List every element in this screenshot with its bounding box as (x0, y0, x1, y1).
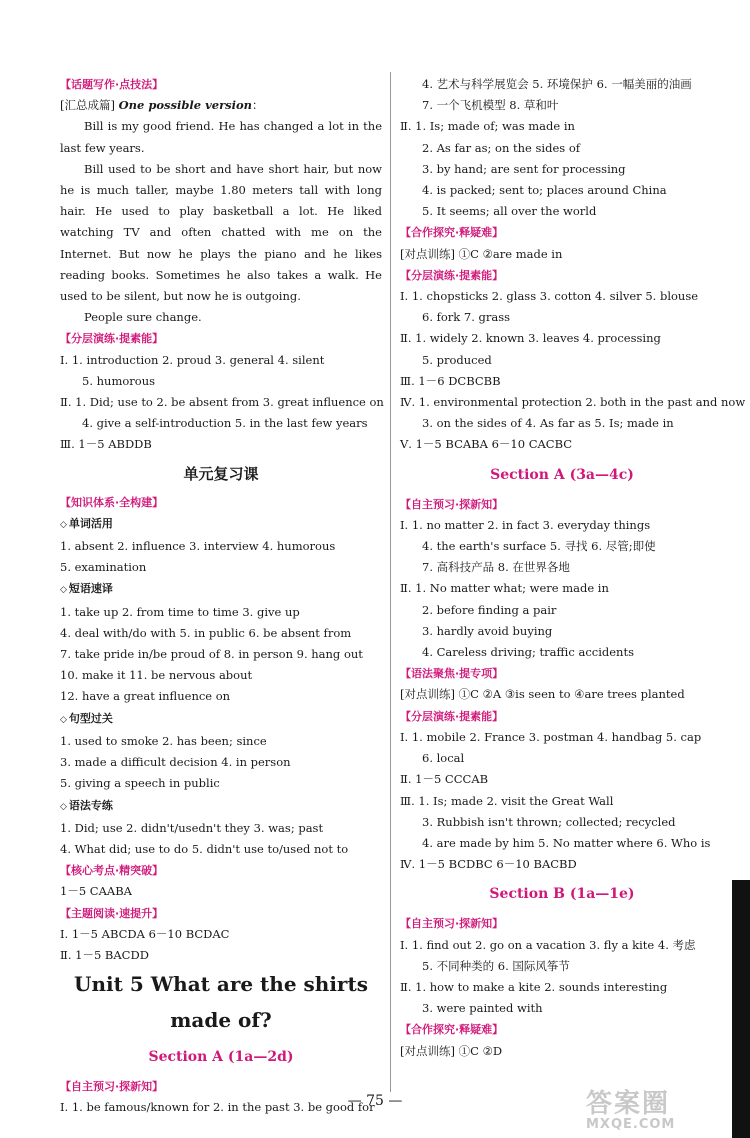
answer-line: 4. deal with/do with 5. in public 6. be absent from (60, 625, 352, 640)
subheading-label: 单词活用 (68, 516, 113, 530)
section-heading: Section A (3a—4c) (490, 466, 634, 483)
subheading (60, 795, 382, 818)
answer-line: 3. hardly avoid buying (422, 623, 553, 638)
essay-header-text: [汇总成篇] (60, 98, 119, 113)
essay-header-text: ： (252, 98, 264, 113)
answer-line: 1. Did; use 2. didn't/usedn't they 3. was; past (60, 820, 324, 835)
chapter-title: 单元复习课 (183, 464, 259, 483)
section-tag: 【知识体系·全构建】 (60, 495, 164, 509)
unit-title: Unit 5 What are the shirts (74, 972, 368, 997)
page-number: — 75 — (347, 1093, 403, 1109)
answer-line: 5. produced (422, 352, 492, 367)
unit-title: made of? (170, 1008, 272, 1033)
answer-line: Ⅰ. 1. find out 2. go on a vacation 3. fly a kite 4. 考虑 (400, 937, 696, 952)
answer-line: 3. were painted with (422, 1001, 543, 1016)
section-tag: 【自主预习·探新知】 (60, 1080, 164, 1094)
section-tag: 【自主预习·探新知】 (400, 497, 504, 511)
answer-line: Ⅱ. 1. No matter what; were made in (400, 581, 609, 596)
answer-line: Ⅲ. 1－5 ABDDB (60, 437, 152, 452)
section-tag: 【语法聚焦·提专项】 (400, 667, 504, 681)
answer-line: [对点训练] ①C ②A ③is seen to ④are trees planted (400, 687, 685, 702)
answer-line: Ⅴ. 1－5 BCABA 6－10 CACBC (400, 437, 573, 452)
subheading (60, 578, 382, 601)
subheading-label: 语法专练 (68, 798, 113, 812)
answer-line: Ⅱ. 1. how to make a kite 2. sounds interesting (400, 979, 668, 994)
watermark-logo: 答案圈 MXQE.COM (586, 1089, 676, 1132)
answer-line: 2. before finding a pair (422, 602, 557, 617)
answer-line: Ⅰ. 1. introduction 2. proud 3. general 4. silent (60, 352, 325, 367)
answer-line: [对点训练] ①C ②D (400, 1043, 503, 1058)
answer-line: Ⅰ. 1. chopsticks 2. glass 3. cotton 4. silver 5. blouse (400, 289, 699, 304)
section-tag: 【分层演练·提素能】 (60, 332, 164, 346)
subheading (60, 513, 382, 536)
answer-line: 4. the earth's surface 5. 寻找 6. 尽管;即使 (422, 539, 656, 554)
answer-line: 3. Rubbish isn't thrown; collected; recycled (422, 814, 676, 829)
answer-line: Ⅰ. 1. no matter 2. in fact 3. everyday things (400, 517, 651, 532)
right-column (400, 74, 746, 1062)
answer-line: Ⅳ. 1－5 BCDBC 6－10 BACBD (400, 857, 577, 872)
answer-line: 6. local (422, 751, 465, 766)
section-tag: 【合作探究·释疑难】 (400, 1023, 504, 1037)
section-tag: 【话题写作·点技法】 (60, 78, 164, 91)
answer-line: 3. made a difficult decision 4. in person (60, 755, 291, 770)
answer-line: 3. by hand; are sent for processing (422, 161, 626, 176)
section-tag: 【主题阅读·速提升】 (60, 906, 164, 920)
answer-line: 7. 一个飞机模型 8. 草和叶 (422, 98, 559, 113)
left-column (60, 74, 382, 1119)
essay-version-label: One possible version (118, 98, 253, 113)
answer-line: Ⅳ. 1. environmental protection 2. both in the past and now (400, 395, 746, 410)
answer-line: 6. fork 7. grass (422, 310, 511, 325)
answer-line: Ⅰ. 1. be famous/known for 2. in the past 3. be good for (60, 1100, 375, 1115)
subheading-label: 句型过关 (68, 711, 113, 725)
subheading (60, 708, 382, 731)
answer-line: 4. What did; use to do 5. didn't use to/used not to (60, 841, 349, 856)
essay-paragraph: Bill is my good friend. He has changed a lot in the last few years. (60, 119, 382, 155)
diamond-icon: ◇ (60, 585, 67, 596)
answer-line: 2. As far as; on the sides of (422, 140, 581, 155)
answer-line: 4. 艺术与科学展览会 5. 环境保护 6. 一幅美丽的油画 (422, 77, 692, 91)
answer-line: 5. humorous (82, 373, 155, 388)
answer-line: 5. 不同种类的 6. 国际风筝节 (422, 958, 570, 973)
section-tag: 【自主预习·探新知】 (400, 917, 504, 931)
answer-line: 4. give a self-introduction 5. in the last few years (82, 416, 368, 431)
answer-line: Ⅲ. 1. Is; made 2. visit the Great Wall (400, 793, 614, 808)
answer-line: Ⅱ. 1. Is; made of; was made in (400, 119, 575, 134)
diamond-icon: ◇ (60, 519, 67, 530)
answer-line: 1－5 CAABA (60, 884, 132, 899)
section-tag: 【分层演练·提素能】 (400, 268, 504, 282)
answer-line: Ⅰ. 1. mobile 2. France 3. postman 4. handbag 5. cap (400, 729, 702, 744)
answer-line: Ⅲ. 1－6 DCBCBB (400, 373, 501, 388)
section-tag: 【核心考点·精突破】 (60, 864, 164, 878)
answer-line: 1. absent 2. influence 3. interview 4. humorous (60, 539, 336, 554)
answer-line: Ⅱ. 1. Did; use to 2. be absent from 3. great influence on (60, 395, 384, 410)
answer-line: 4. is packed; sent to; places around China (422, 183, 667, 198)
essay-paragraph: Bill used to be short and have short hair, but now he is much taller, maybe 1.80 meters tall with long hair. He used to play basketball a lot. He liked watching TV and often chatted with me on the Internet. But now he plays the piano and he likes reading books. Sometimes he also takes a walk. He used to be silent, but now he is outgoing. (60, 161, 382, 304)
answer-line: [对点训练] ①C ②are made in (400, 246, 563, 261)
answer-line: 3. on the sides of 4. As far as 5. Is; made in (422, 416, 674, 431)
section-heading: Section B (1a—1e) (489, 886, 635, 903)
answer-line: 7. 高科技产品 8. 在世界各地 (422, 560, 570, 575)
answer-line: 7. take pride in/be proud of 8. in person 9. hang out (60, 647, 363, 662)
answer-line: Ⅱ. 1. widely 2. known 3. leaves 4. processing (400, 331, 661, 346)
answer-line: 5. It seems; all over the world (422, 204, 597, 219)
diamond-icon: ◇ (60, 801, 67, 812)
answer-line: 5. giving a speech in public (60, 776, 220, 791)
answer-line: Ⅰ. 1－5 ABCDA 6－10 BCDAC (60, 926, 230, 941)
essay-header (60, 95, 382, 116)
section-tag: 【分层演练·提素能】 (400, 709, 504, 723)
answer-line: 5. examination (60, 560, 147, 575)
answer-line: 10. make it 11. be nervous about (60, 668, 253, 683)
answer-line: 4. are made by him 5. No matter where 6. Who is (422, 835, 711, 850)
answer-line: 12. have a great influence on (60, 689, 231, 704)
column-divider (390, 72, 391, 1092)
answer-line: Ⅱ. 1－5 CCCAB (400, 772, 489, 787)
answer-line: 4. Careless driving; traffic accidents (422, 645, 634, 660)
section-heading: Section A (1a—2d) (148, 1049, 294, 1066)
answer-line: 1. take up 2. from time to time 3. give up (60, 604, 300, 619)
subheading-label: 短语速译 (68, 582, 113, 596)
answer-line: Ⅱ. 1－5 BACDD (60, 947, 149, 962)
diamond-icon: ◇ (60, 714, 67, 725)
section-tag: 【合作探究·释疑难】 (400, 226, 504, 240)
answer-line: 1. used to smoke 2. has been; since (60, 733, 267, 748)
essay-paragraph: People sure change. (84, 310, 202, 325)
